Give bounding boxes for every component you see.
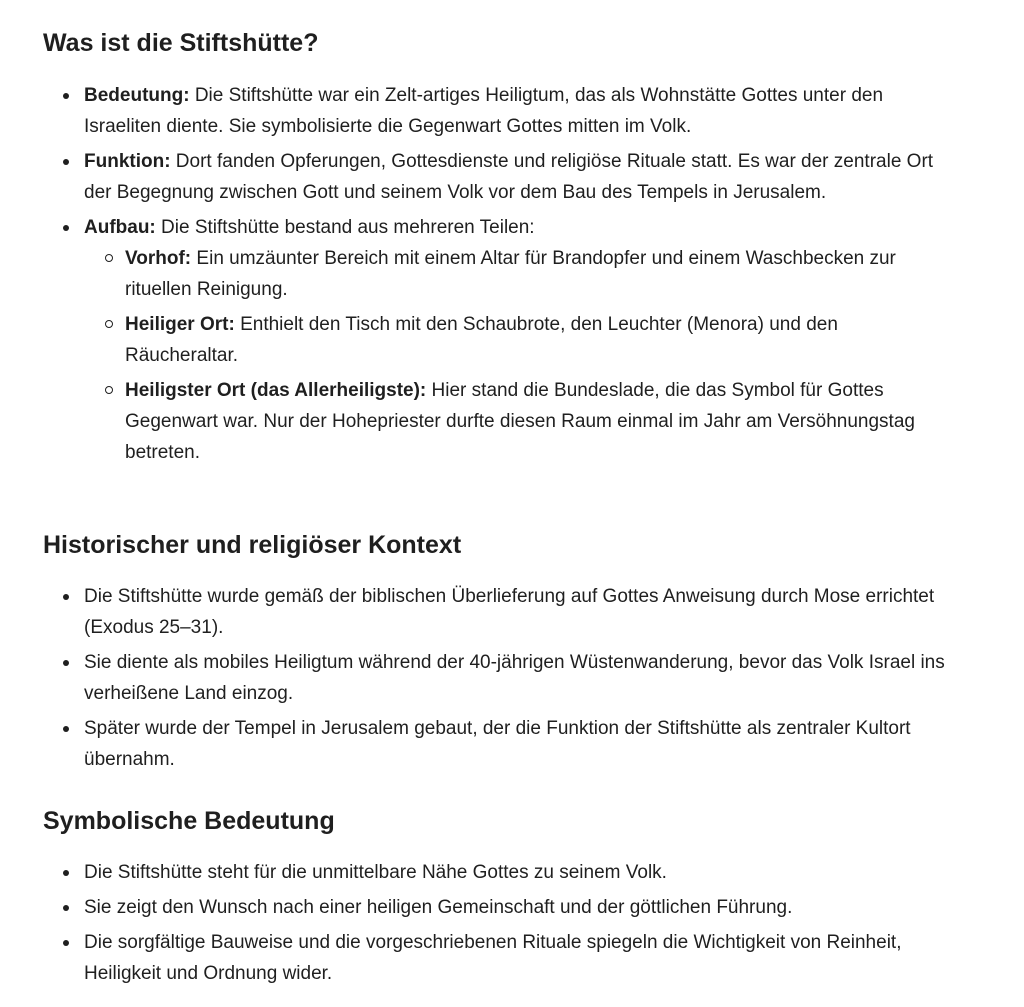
sublist-aufbau [84, 243, 964, 468]
item-text: Die sorgfältige Bauweise und die vorgeschriebenen Rituale spiegeln die Wichtigkeit von Reinheit, Heiligkeit und Ordnung wider. [84, 932, 902, 984]
subitem-label: Heiliger Ort: [125, 314, 235, 335]
item-text: Sie diente als mobiles Heiligtum während der 40-jährigen Wüstenwanderung, bevor das Volk Israel ins verheißene Land einzog. [84, 652, 945, 704]
subitem-text: Enthielt den Tisch mit den Schaubrote, den Leuchter (Menora) und den Räucheraltar. [125, 314, 838, 366]
list-item [0, 857, 964, 888]
item-text: Sie zeigt den Wunsch nach einer heiligen Gemeinschaft und der göttlichen Führung. [84, 897, 793, 918]
subitem-text: Ein umzäunter Bereich mit einem Altar für Brandopfer und einem Waschbecken zur rituellen Reinigung. [125, 248, 896, 300]
list-item [0, 647, 964, 709]
list-item-funktion [0, 146, 964, 208]
sublist-item-vorhof [84, 243, 945, 305]
list-item [0, 927, 964, 989]
section-list-kontext [0, 581, 964, 779]
subitem-label: Heiligster Ort (das Allerheiligste): [125, 380, 427, 401]
item-label: Bedeutung: [84, 85, 190, 106]
section-list-symbolische-bedeutung [0, 857, 964, 993]
list-item [0, 713, 964, 775]
item-label: Aufbau: [84, 217, 156, 238]
item-label: Funktion: [84, 151, 171, 172]
item-text: Die Stiftshütte war ein Zelt-artiges Heiligtum, das als Wohnstätte Gottes unter den Israeliten diente. Sie symbolisierte die Gegenwart Gottes mitten im Volk. [84, 85, 884, 137]
list-item [0, 892, 964, 923]
subitem-text: Hier stand die Bundeslade, die das Symbol für Gottes Gegenwart war. Nur der Hohepriester durfte diesen Raum einmal im Jahr am Versöhnungstag betreten. [125, 380, 915, 463]
item-text: Später wurde der Tempel in Jerusalem gebaut, der die Funktion der Stiftshütte als zentraler Kultort übernahm. [84, 718, 911, 770]
list-item-bedeutung [0, 80, 964, 142]
item-text: Dort fanden Opferungen, Gottesdienste und religiöse Rituale statt. Es war der zentrale Ort der Begegnung zwischen Gott und seinem Volk vor dem Bau des Tempels in Jerusalem. [84, 151, 934, 203]
item-text: Die Stiftshütte steht für die unmittelbare Nähe Gottes zu seinem Volk. [84, 862, 667, 883]
item-text: Die Stiftshütte bestand aus mehreren Teilen: [155, 217, 535, 238]
subitem-label: Vorhof: [125, 248, 192, 269]
sublist-item-allerheiligste [84, 375, 945, 468]
list-item-aufbau [0, 212, 964, 468]
section-heading-kontext: Historischer und religiöser Kontext [43, 531, 462, 559]
item-text: Die Stiftshütte wurde gemäß der biblischen Überlieferung auf Gottes Anweisung durch Mose errichtet (Exodus 25–31). [84, 586, 935, 638]
list-item [0, 581, 964, 643]
section-list-was-ist [0, 80, 964, 472]
sublist-item-heiliger-ort [84, 309, 945, 371]
section-heading-symbolische-bedeutung: Symbolische Bedeutung [43, 807, 335, 835]
section-heading-was-ist: Was ist die Stiftshütte? [43, 29, 319, 57]
